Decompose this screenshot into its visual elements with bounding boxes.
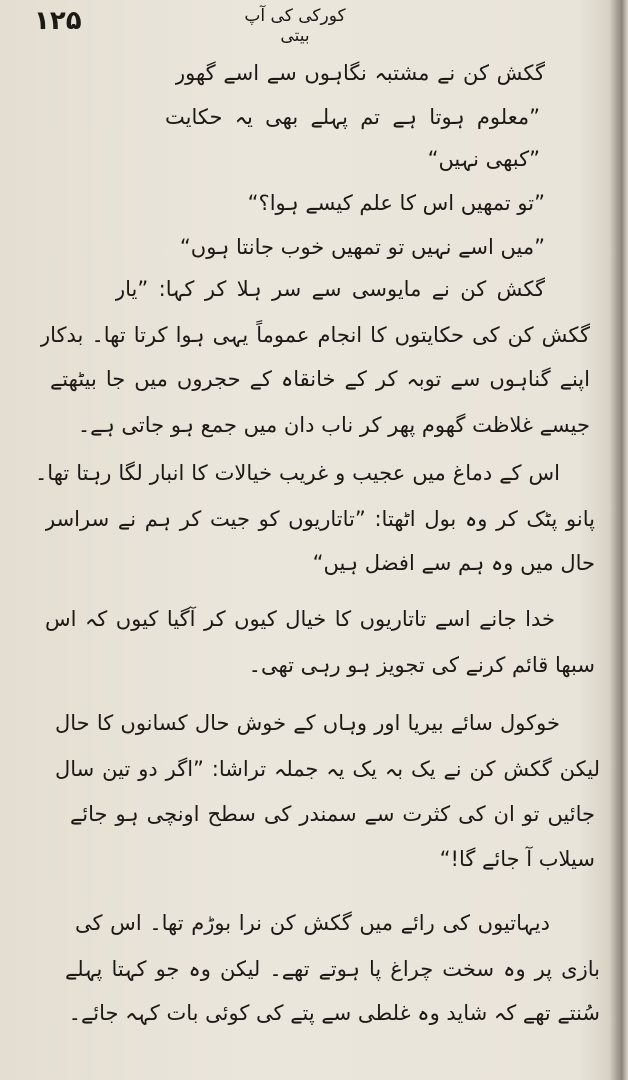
text-line: خدا جانے اسے تاتاریوں کا خیال کیوں کر آگیا کیوں کہ اس [45,607,555,631]
text-line: گکش کن کی حکایتوں کا انجام عموماً یہی ہوا کرتا تھا۔ بدکار [40,323,590,347]
text-line: گکش کن نے مشتبہ نگاہوں سے اسے گھور [175,61,545,85]
text-line: ”معلوم ہوتا ہے تم پہلے بھی یہ حکایت [165,105,540,129]
text-line: ”کبھی نہیں“ [427,147,540,171]
text-line: دیہاتیوں کی رائے میں گکش کن نرا بوڑم تھا۔ اس کی [75,911,550,935]
text-line: سبھا قائم کرنے کی تجویز ہو رہی تھی۔ [248,653,595,677]
text-line: سیلاب آ جائے گا!“ [439,847,595,871]
text-line: پانو پٹک کر وہ بول اٹھتا: ”تاتاریوں کو جیت کر ہم نے سراسر [45,507,595,531]
text-line: ”میں اسے نہیں تو تمھیں خوب جانتا ہوں“ [179,235,545,259]
text-line: گکش کن نے مایوسی سے سر ہلا کر کہا: ”یار [115,277,545,301]
text-line: جائیں تو ان کی کثرت سے سمندر کی سطح اونچی ہو جائے [70,802,595,826]
text-line: بازی پر وہ سخت چراغ پا ہوتے تھے۔ لیکن وہ جو کہتا پہلے [65,957,600,981]
text-line: حال میں وہ ہم سے افضل ہیں“ [312,551,595,575]
text-line: لیکن گکش کن نے یک بہ یک یہ جملہ تراشا: ”اگر دو تین سال [55,757,600,781]
text-line: سُنتے تھے کہ شاید وہ غلطی سے پتے کی کوئی بات کہہ جائے۔ [68,1001,600,1025]
page-number: ۱۲۵ [34,6,82,36]
text-line: ”تو تمھیں اس کا علم کیسے ہوا؟“ [247,191,545,215]
text-line: اس کے دماغ میں عجیب و غریب خیالات کا انبار لگا رہتا تھا۔ [35,461,560,485]
text-line: خوکول سائے بیریا اور وہاں کے خوش حال کسانوں کا حال [55,711,560,735]
text-line: جیسے غلاظت گھوم پھر کر ناب دان میں جمع ہو جاتی ہے۔ [77,413,590,437]
text-line: اپنے گناہوں سے توبہ کر کے خانقاہ کے حجروں میں جا بیٹھتے [50,367,590,391]
running-title: کورکی کی آپ بیتی [244,6,346,46]
